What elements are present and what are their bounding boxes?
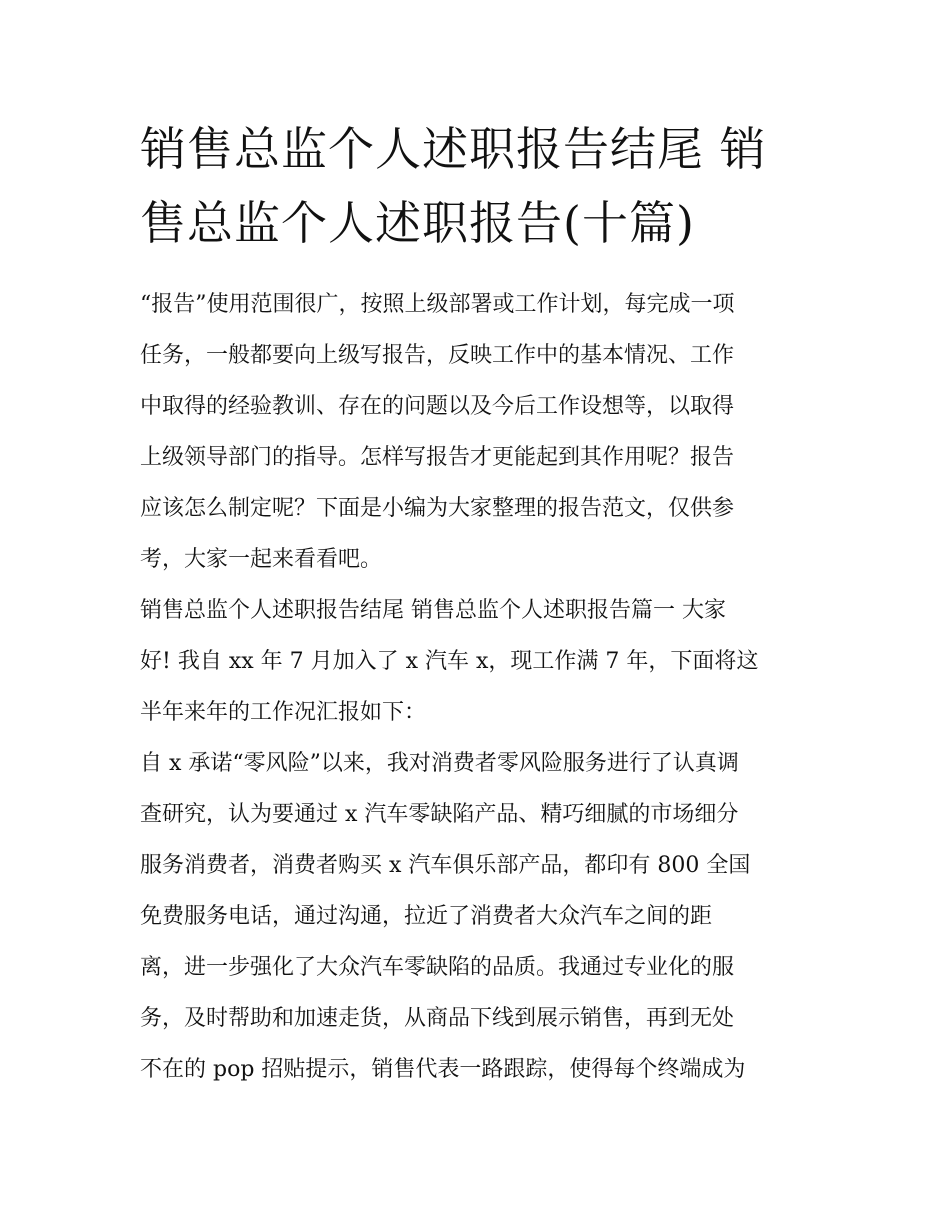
- text-line: “报告”使用范围很广，按照上级部署或工作计划，每完成一项: [140, 292, 735, 317]
- text-line: 服务消费者，消费者购买 x 汽车俱乐部产品，都印有 800 全国: [140, 853, 751, 878]
- text-line: 任务，一般都要向上级写报告，反映工作中的基本情况、工作: [140, 343, 735, 368]
- text-line: 好! 我自 xx 年 7 月加入了 x 汽车 x，现工作满 7 年，下面将这: [140, 649, 759, 674]
- text-line: 不在的 pop 招贴提示，销售代表一路跟踪，使得每个终端成为: [140, 1057, 746, 1082]
- title-line: 售总监个人述职报告(十篇): [140, 196, 695, 250]
- text-line: 查研究，认为要通过 x 汽车零缺陷产品、精巧细腻的市场细分: [140, 802, 739, 827]
- text-line: 免费服务电话，通过沟通，拉近了消费者大众汽车之间的距: [140, 904, 713, 929]
- text-line: 中取得的经验教训、存在的问题以及今后工作设想等，以取得: [140, 394, 735, 419]
- text-line: 自 x 承诺“零风险”以来，我对消费者零风险服务进行了认真调: [140, 751, 739, 776]
- text-line: 半年来年的工作况汇报如下：: [140, 700, 427, 725]
- text-line: 销售总监个人述职报告结尾 销售总监个人述职报告篇一 大家: [140, 598, 726, 623]
- text-line: 应该怎么制定呢？下面是小编为大家整理的报告范文，仅供参: [140, 496, 735, 521]
- title-line: 销售总监个人述职报告结尾 销: [140, 122, 767, 176]
- text-line: 考，大家一起来看看吧。: [140, 547, 383, 572]
- text-line: 上级领导部门的指导。怎样写报告才更能起到其作用呢？报告: [140, 445, 735, 470]
- text-line: 务，及时帮助和加速走货，从商品下线到展示销售，再到无处: [140, 1006, 735, 1031]
- text-line: 离，进一步强化了大众汽车零缺陷的品质。我通过专业化的服: [140, 955, 735, 980]
- document-title: [140, 112, 820, 260]
- document-body: [140, 279, 820, 1095]
